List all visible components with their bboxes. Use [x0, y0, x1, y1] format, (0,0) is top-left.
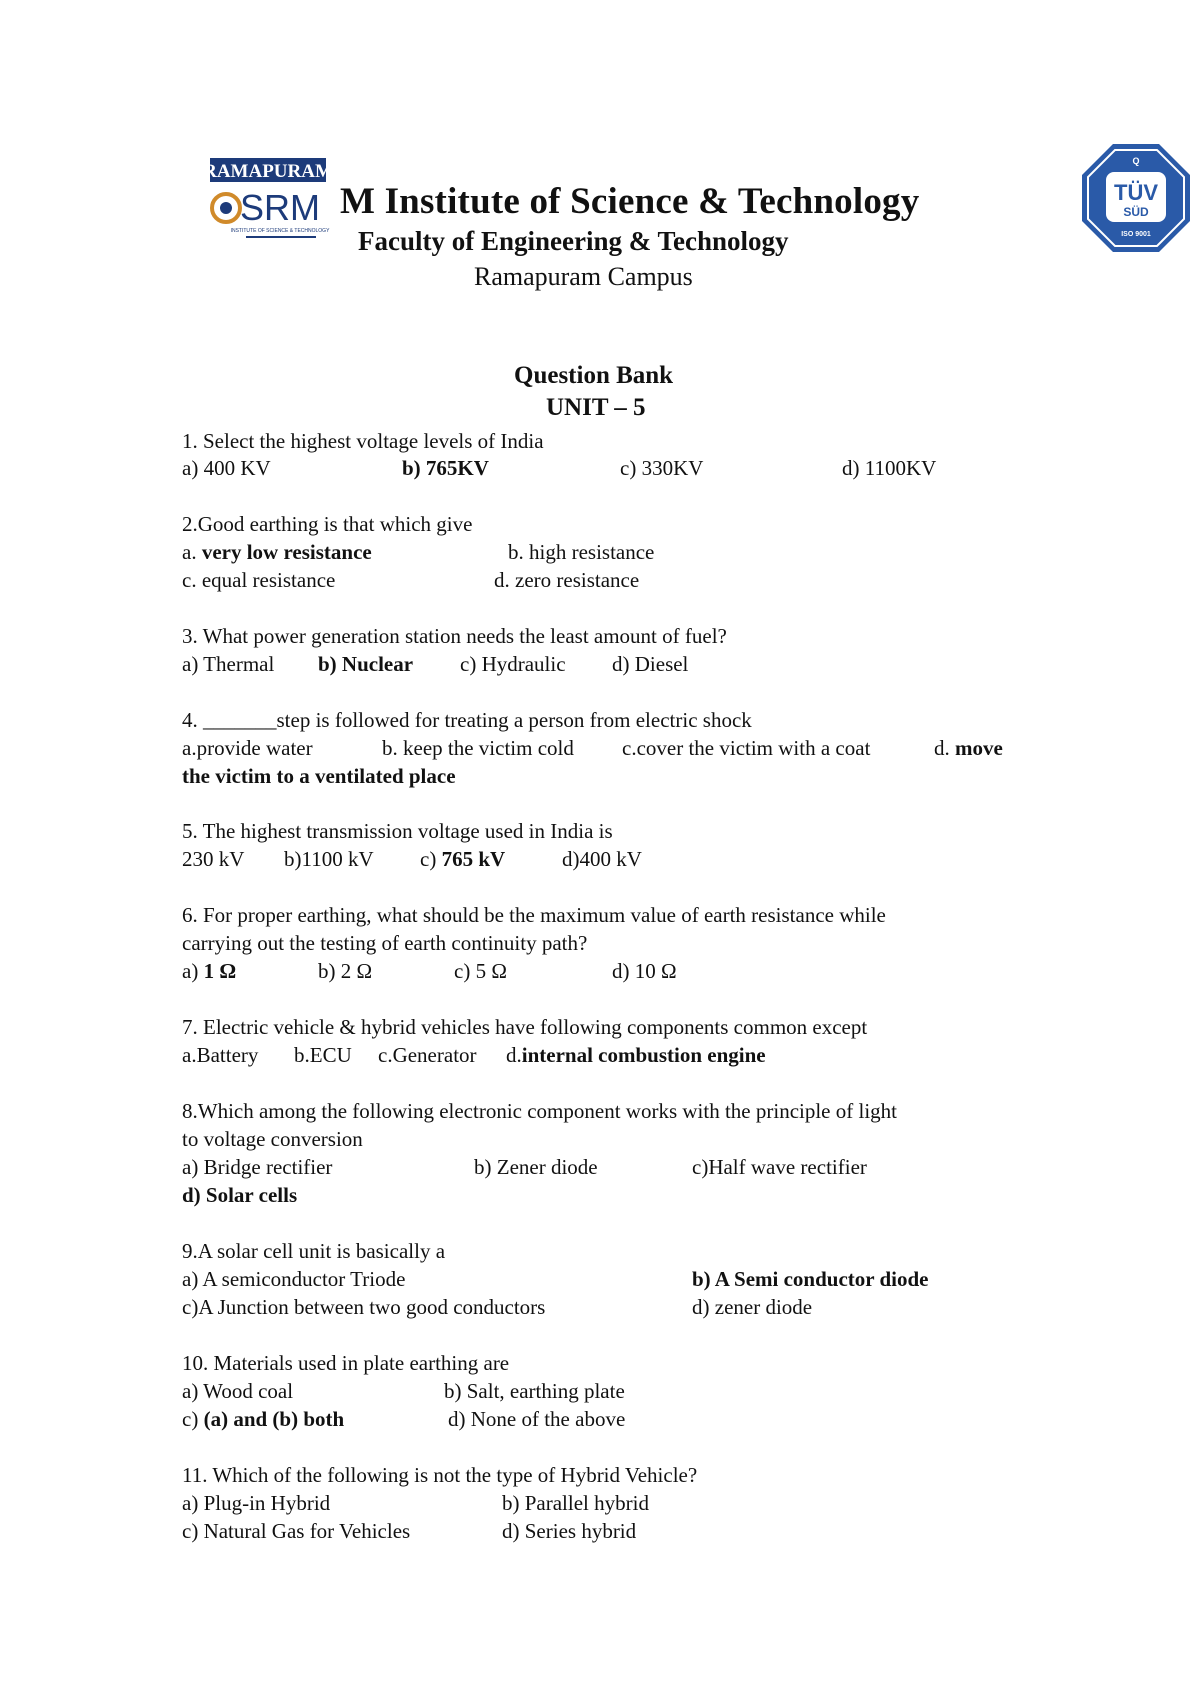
q1-option-d: d) 1100KV: [842, 456, 937, 480]
q4-option-d-prefix: d.: [934, 736, 955, 760]
tuv-q-text: Q: [1132, 156, 1140, 166]
q2-option-a-prefix: a.: [182, 540, 202, 564]
q7-option-d: [506, 1042, 766, 1068]
q2-option-a-answer: very low resistance: [201, 540, 372, 564]
question-3: 3. What power generation station needs the least amount of fuel?: [182, 624, 727, 648]
q1-option-c: c) 330KV: [620, 456, 704, 480]
question-1: 1. Select the highest voltage levels of India: [182, 429, 544, 453]
q5-option-a: 230 kV: [182, 847, 245, 871]
q6-option-a-prefix: a): [182, 959, 204, 983]
q9-option-b-answer: b) A Semi conductor diode: [692, 1267, 929, 1291]
q10-option-c: [182, 1406, 344, 1432]
q4-option-c: c.cover the victim with a coat: [622, 736, 871, 760]
q5-option-d: d)400 kV: [562, 847, 642, 871]
q8-option-d-answer: d) Solar cells: [182, 1183, 298, 1207]
q3-option-d: d) Diesel: [612, 652, 689, 676]
q6-option-b: b) 2 Ω: [318, 959, 373, 983]
q9-option-c: c)A Junction between two good conductors: [182, 1295, 546, 1319]
q10-option-c-prefix: c): [182, 1407, 204, 1431]
logo-small-text: INSTITUTE OF SCIENCE & TECHNOLOGY: [230, 228, 330, 234]
q4-option-d-answer-start: move: [955, 736, 1003, 760]
q10-option-c-answer: (a) and (b) both: [203, 1407, 345, 1431]
q4-option-b: b. keep the victim cold: [382, 736, 574, 760]
q6-option-c: c) 5 Ω: [454, 959, 507, 983]
institute-title: M Institute of Science & Technology: [340, 181, 920, 222]
q4-option-d: [934, 735, 1003, 761]
q11-option-c: c) Natural Gas for Vehicles: [182, 1519, 411, 1543]
q5-option-c-prefix: c): [420, 847, 442, 871]
q5-option-b: b)1100 kV: [284, 847, 374, 871]
q11-option-a: a) Plug-in Hybrid: [182, 1491, 331, 1515]
q7-option-d-answer: internal combustion engine: [521, 1043, 766, 1067]
question-4: 4. _______step is followed for treating a person from electric shock: [182, 708, 752, 732]
q7-option-d-prefix: d.: [506, 1043, 522, 1067]
q9-option-a: a) A semiconductor Triode: [182, 1267, 406, 1291]
q8-option-a: a) Bridge rectifier: [182, 1155, 333, 1179]
faculty-subtitle: Faculty of Engineering & Technology: [358, 226, 789, 256]
q7-option-c: c.Generator: [378, 1043, 477, 1067]
tuv-sub-text: SÜD: [1123, 205, 1149, 219]
question-5: 5. The highest transmission voltage used in India is: [182, 819, 613, 843]
campus-name: Ramapuram Campus: [474, 262, 693, 291]
q2-option-d: d. zero resistance: [494, 568, 640, 592]
q10-option-d: d) None of the above: [448, 1407, 626, 1431]
q6-option-d: d) 10 Ω: [612, 959, 677, 983]
q8-option-c: c)Half wave rectifier: [692, 1155, 867, 1179]
tuv-sud-logo: [1080, 142, 1192, 254]
question-8: 8.Which among the following electronic component works with the principle of light: [182, 1099, 897, 1123]
q11-option-b: b) Parallel hybrid: [502, 1491, 649, 1515]
q5-option-c-answer: 765 kV: [441, 847, 506, 871]
logo-top-text: RAMAPURAM: [203, 161, 333, 182]
q1-option-b-answer: b) 765KV: [402, 456, 489, 480]
question-6: 6. For proper earthing, what should be the maximum value of earth resistance while: [182, 903, 886, 927]
q11-option-d: d) Series hybrid: [502, 1519, 637, 1543]
q2-option-b: b. high resistance: [508, 540, 655, 564]
q3-option-c: c) Hydraulic: [460, 652, 566, 676]
question-2: 2.Good earthing is that which give: [182, 512, 473, 536]
question-9: 9.A solar cell unit is basically a: [182, 1239, 446, 1263]
logo-brand-text: SRM: [240, 187, 320, 228]
q2-option-a: [182, 539, 372, 565]
q4-option-a: a.provide water: [182, 736, 313, 760]
q3-option-a: a) Thermal: [182, 652, 275, 676]
question-10: 10. Materials used in plate earthing are: [182, 1351, 510, 1375]
q10-option-a: a) Wood coal: [182, 1379, 294, 1403]
doc-heading: Question Bank: [514, 362, 674, 389]
tuv-iso-text: ISO 9001: [1121, 231, 1151, 238]
q1-option-a: a) 400 KV: [182, 456, 271, 480]
question-8-cont: to voltage conversion: [182, 1127, 363, 1151]
question-7: 7. Electric vehicle & hybrid vehicles have following components common except: [182, 1015, 868, 1039]
srm-logo: [203, 158, 333, 246]
q4-option-d-answer-end: the victim to a ventilated place: [182, 764, 456, 788]
question-6-cont: carrying out the testing of earth continuity path?: [182, 931, 588, 955]
q10-option-b: b) Salt, earthing plate: [444, 1379, 625, 1403]
q5-option-c: [420, 846, 505, 872]
q6-option-a: [182, 958, 236, 984]
unit-heading: UNIT – 5: [546, 394, 646, 421]
q2-option-c: c. equal resistance: [182, 568, 336, 592]
q8-option-b: b) Zener diode: [474, 1155, 598, 1179]
question-11: 11. Which of the following is not the type of Hybrid Vehicle?: [182, 1463, 698, 1487]
q3-option-b-answer: b) Nuclear: [318, 652, 414, 676]
tuv-mark-text: TÜV: [1114, 180, 1158, 205]
q6-option-a-answer: 1 Ω: [203, 959, 237, 983]
q7-option-a: a.Battery: [182, 1043, 259, 1067]
q9-option-d: d) zener diode: [692, 1295, 813, 1319]
q7-option-b: b.ECU: [294, 1043, 352, 1067]
